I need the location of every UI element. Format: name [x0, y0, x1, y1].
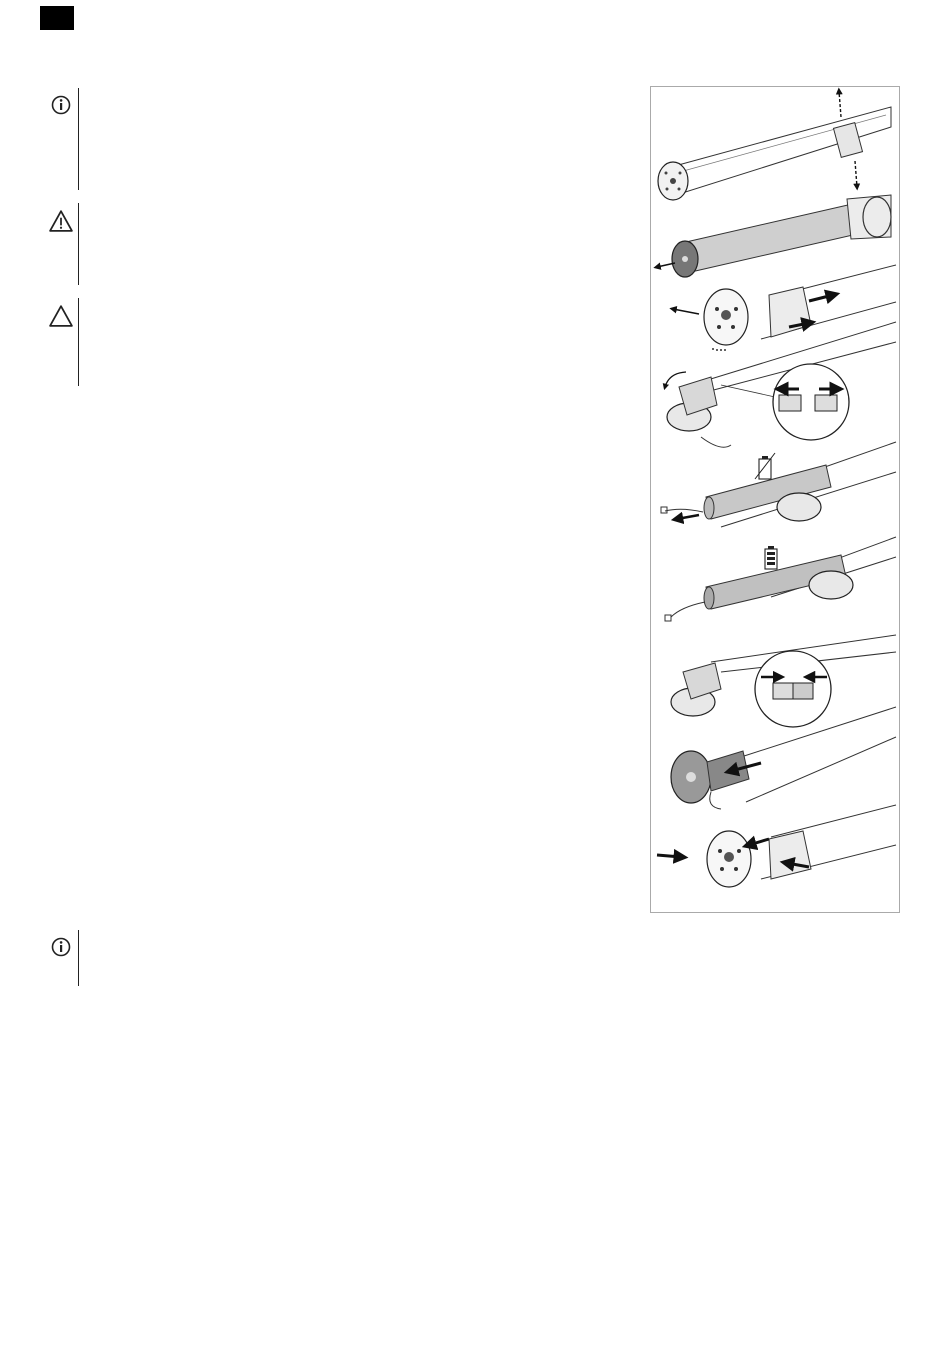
tube-pull-out-illustration: [657, 195, 891, 277]
note-divider: [78, 298, 79, 386]
info-icon: [50, 94, 72, 116]
note-divider: [78, 203, 79, 285]
note-divider: [78, 930, 79, 986]
language-tab: [40, 6, 74, 30]
note-divider: [78, 88, 79, 190]
connector-unplug-illustration: [665, 322, 896, 447]
end-cap-unscrew-illustration: [673, 265, 896, 351]
connector-plug-illustration: [671, 635, 896, 727]
battery-empty-illustration: [661, 442, 896, 527]
tube-remove-cover-illustration: [658, 91, 891, 200]
info-icon: [50, 936, 72, 958]
caution-triangle-icon: [48, 304, 74, 328]
battery-full-illustration: [665, 537, 896, 621]
figure-panel: [650, 86, 900, 913]
end-cap-screw-illustration: [657, 805, 896, 887]
figure-illustrations: [651, 87, 899, 912]
warning-triangle-icon: [48, 209, 74, 233]
